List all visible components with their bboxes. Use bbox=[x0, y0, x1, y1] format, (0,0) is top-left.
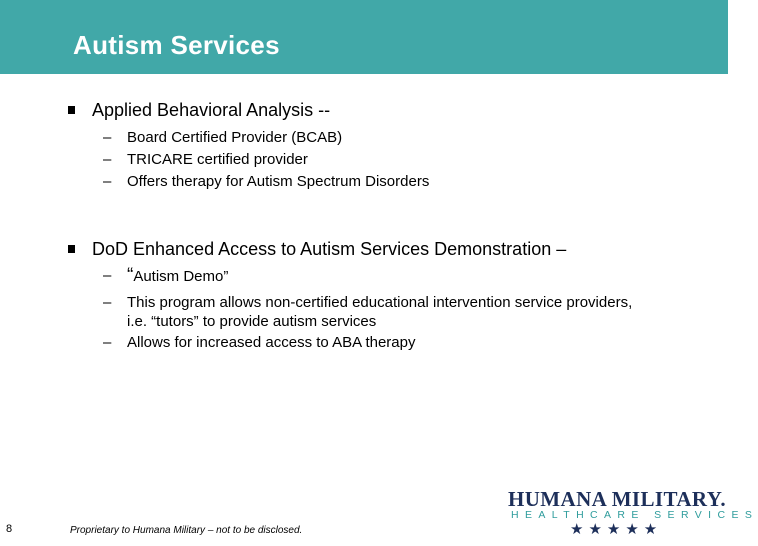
sub-bullet-text bbox=[127, 266, 228, 286]
square-bullet-icon bbox=[68, 106, 75, 114]
logo-subtitle: HEALTHCARE SERVICES bbox=[511, 509, 758, 521]
sub-bullet-text: Offers therapy for Autism Spectrum Disorders bbox=[127, 173, 430, 190]
sub-bullet-text: Board Certified Provider (BCAB) bbox=[127, 129, 343, 146]
dash-icon: – bbox=[103, 151, 112, 168]
bullet-applied-behavioral-analysis bbox=[68, 98, 330, 122]
bullet-text: Applied Behavioral Analysis -- bbox=[92, 100, 331, 120]
humana-military-logo bbox=[508, 487, 758, 539]
sub-bullet bbox=[103, 128, 342, 147]
confidentiality-footer: Proprietary to Humana Military – not to be disclosed. bbox=[70, 525, 303, 536]
dash-icon: – bbox=[103, 173, 112, 190]
dash-icon: – bbox=[103, 129, 112, 146]
logo-title: HUMANA MILITARY. bbox=[508, 487, 727, 511]
sub-bullet bbox=[103, 172, 429, 191]
autism-demo-text: Autism Demo” bbox=[133, 268, 229, 285]
sub-bullet bbox=[103, 293, 632, 331]
square-bullet-icon bbox=[68, 245, 75, 253]
open-quote: “ bbox=[127, 265, 134, 286]
sub-bullet-text: TRICARE certified provider bbox=[127, 151, 308, 168]
sub-bullet bbox=[103, 333, 415, 352]
dash-icon: – bbox=[103, 334, 112, 351]
sub-bullet bbox=[103, 266, 228, 286]
slide-title: Autism Services bbox=[73, 30, 280, 60]
bullet-dod-enhanced-access bbox=[68, 237, 566, 261]
dash-icon: – bbox=[103, 294, 112, 311]
sub-bullet-line: i.e. “tutors” to provide autism services bbox=[127, 313, 377, 330]
bullet-text: DoD Enhanced Access to Autism Services Demonstration – bbox=[92, 239, 567, 259]
sub-bullet bbox=[103, 150, 308, 169]
stars-icon: ★★★★★ bbox=[570, 521, 663, 538]
sub-bullet-text bbox=[127, 293, 632, 331]
sub-bullet-line: This program allows non-certified educational intervention service providers, bbox=[127, 294, 633, 311]
sub-bullet-text: Allows for increased access to ABA therapy bbox=[127, 334, 416, 351]
dash-icon: – bbox=[103, 267, 112, 284]
slide-number: 8 bbox=[6, 523, 13, 535]
